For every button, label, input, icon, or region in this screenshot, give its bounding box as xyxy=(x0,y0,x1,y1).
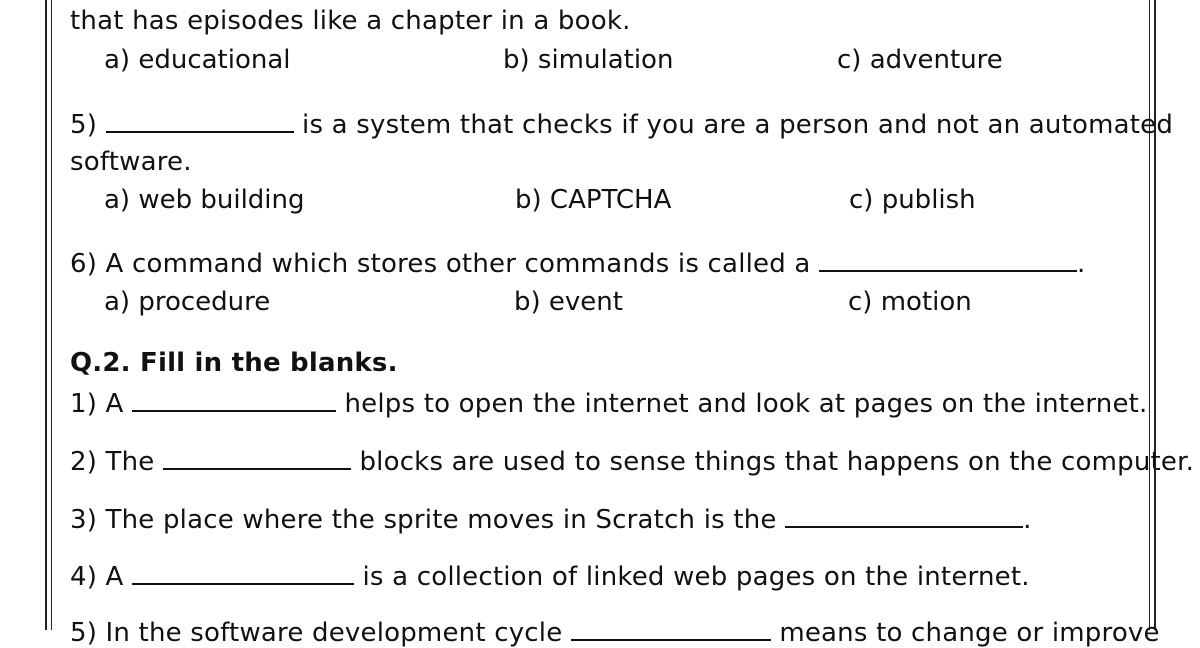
page-border-right-inner xyxy=(1149,0,1150,630)
fill-item-3-prefix: 3) The place where the sprite moves in Scratch is the xyxy=(70,505,777,535)
fill-item-2-suffix: blocks are used to sense things that happens on the computer. xyxy=(359,447,1195,477)
fill-item-5 xyxy=(70,617,1160,648)
page-border-left-inner xyxy=(51,0,52,630)
fill-item-1 xyxy=(70,388,1148,419)
q6-end: . xyxy=(1077,249,1086,279)
q6-line xyxy=(70,248,1085,279)
q6-option-c: c) motion xyxy=(848,287,972,317)
fill-item-3-blank xyxy=(785,504,1023,528)
q5-line1-text: is a system that checks if you are a person and not an automated xyxy=(302,110,1174,140)
q2-heading: Q.2. Fill in the blanks. xyxy=(70,348,398,378)
fill-item-2-blank xyxy=(163,446,351,470)
q5-line2: software. xyxy=(70,147,192,177)
q4-option-c: c) adventure xyxy=(837,45,1003,75)
q4-option-a: a) educational xyxy=(104,45,291,75)
fill-item-2-prefix: 2) The xyxy=(70,447,155,477)
fill-item-5-suffix: means to change or improve xyxy=(779,618,1160,648)
q5-option-b: b) CAPTCHA xyxy=(515,185,672,215)
fill-item-4-suffix: is a collection of linked web pages on the internet. xyxy=(362,562,1030,592)
q6-option-b: b) event xyxy=(514,287,623,317)
fill-item-4 xyxy=(70,561,1030,592)
fill-item-4-blank xyxy=(132,561,354,585)
page-border-left-outer xyxy=(45,0,47,630)
q5-number: 5) xyxy=(70,110,98,140)
q5-blank xyxy=(106,109,294,133)
fill-item-1-suffix: helps to open the internet and look at pages on the internet. xyxy=(344,389,1148,419)
q5-line1 xyxy=(70,109,1173,140)
q6-option-a: a) procedure xyxy=(104,287,271,317)
q5-option-c: c) publish xyxy=(849,185,976,215)
q6-blank xyxy=(819,248,1077,272)
q4-option-b: b) simulation xyxy=(503,45,674,75)
fill-item-4-prefix: 4) A xyxy=(70,562,124,592)
q4-stem-end: that has episodes like a chapter in a book. xyxy=(70,6,631,36)
fill-item-5-prefix: 5) In the software development cycle xyxy=(70,618,563,648)
fill-item-1-prefix: 1) A xyxy=(70,389,124,419)
fill-item-1-blank xyxy=(132,388,336,412)
fill-item-2 xyxy=(70,446,1194,477)
q5-option-a: a) web building xyxy=(104,185,305,215)
fill-item-3 xyxy=(70,504,1032,535)
fill-item-3-suffix: . xyxy=(1023,505,1032,535)
q6-text: 6) A command which stores other commands is called a xyxy=(70,249,811,279)
page-border-right-outer xyxy=(1154,0,1156,630)
fill-item-5-blank xyxy=(571,617,771,641)
